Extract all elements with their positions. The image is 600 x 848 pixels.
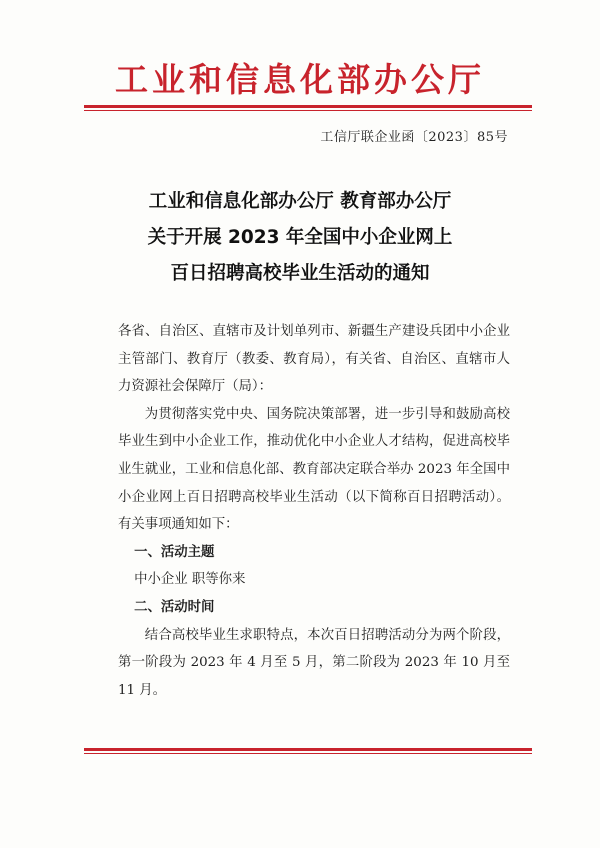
footer-red-rule <box>84 748 532 754</box>
section-1-heading: 一、活动主题 <box>134 544 215 560</box>
intro-paragraph: 为贯彻落实党中央、国务院决策部署，进一步引导和鼓励高校毕业生到中小企业工作，推动优化中小企业人才结构，促进高校毕业生就业，工业和信息化部、教育部决定联合举办 2023 年全国中小企业网上百日招聘高校毕业生活动（以下简称百日招聘活动）。有关事项通知如下： <box>118 406 510 533</box>
issuing-office-header: 工业和信息化部办公厅 <box>115 60 485 99</box>
title-line-3: 百日招聘高校毕业生活动的通知 <box>170 263 430 284</box>
document-body <box>118 318 510 704</box>
section-2-content: 结合高校毕业生求职特点，本次百日招聘活动分为两个阶段，第一阶段为 2023 年 4 月至 5 月，第二阶段为 2023 年 10 月至 11 月。 <box>118 627 510 698</box>
document-title <box>0 184 600 292</box>
title-line-1: 工业和信息化部办公厅 教育部办公厅 <box>148 191 452 212</box>
section-2-heading: 二、活动时间 <box>134 599 215 615</box>
header-red-rule <box>84 105 532 111</box>
document-number: 工信厅联企业函〔2023〕85号 <box>320 130 508 145</box>
recipients-paragraph: 各省、自治区、直辖市及计划单列市、新疆生产建设兵团中小企业主管部门、教育厅（教委、教育局），有关省、自治区、直辖市人力资源社会保障厅（局）： <box>118 324 510 395</box>
section-1-content: 中小企业 职等你来 <box>134 572 246 588</box>
title-line-2: 关于开展 2023 年全国中小企业网上 <box>147 227 453 248</box>
